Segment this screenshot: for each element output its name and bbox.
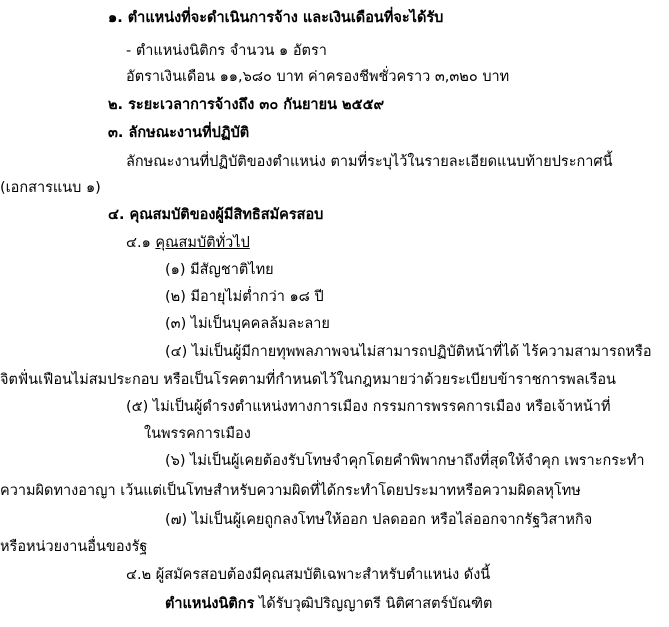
specific-qualification-line xyxy=(165,595,492,613)
subsection-4-1-heading xyxy=(126,234,250,252)
qualification-item-2: (๒) มีอายุไม่ต่ำกว่า ๑๘ ปี xyxy=(165,289,324,305)
qualification-item-6: (๖) ไม่เป็นผู้เคยต้องรับโทษจำคุกโดยคำพิพากษาถึงที่สุดให้จำคุก เพราะกระทำ xyxy=(165,453,645,469)
position-name: ตำแหน่งนิติกร xyxy=(165,596,255,612)
subsection-4-2-heading: ๔.๒ ผู้สมัครสอบต้องมีคุณสมบัติเฉพาะสำหรับตำแหน่ง ดังนี้ xyxy=(126,567,491,583)
qualification-item-1: (๑) มีสัญชาติไทย xyxy=(165,262,274,278)
qualification-item-7: (๗) ไม่เป็นผู้เคยถูกลงโทษให้ออก ปลดออก หรือไล่ออกจากรัฐวิสาหกิจ xyxy=(165,512,593,528)
section-2-heading: ๒. ระยะเวลาการจ้างถึง ๓๐ กันยายน ๒๕๕๙ xyxy=(108,97,385,113)
qualification-item-6-continued: ความผิดทางอาญา เว้นแต่เป็นโทษสำหรับความผิดที่ได้กระทำโดยประมาทหรือความผิดลหุโทษ xyxy=(0,483,581,499)
job-description-text: ลักษณะงานที่ปฏิบัติของตำแหน่ง ตามที่ระบุไว้ในรายละเอียดแนบท้ายประกาศนี้ xyxy=(126,154,613,170)
qualification-item-4-continued: จิตฟั่นเฟือนไม่สมประกอบ หรือเป็นโรคตามที่กำหนดไว้ในกฎหมายว่าด้วยระเบียบข้าราชการพลเรือน xyxy=(0,372,616,388)
position-count-item: - ตำแหน่งนิติกร จำนวน ๑ อัตรา xyxy=(126,43,327,59)
qualification-item-7-continued: หรือหน่วยงานอื่นของรัฐ xyxy=(0,539,148,555)
degree-requirement: ได้รับวุฒิปริญญาตรี นิติศาสตร์บัณฑิต xyxy=(254,596,493,612)
subsection-4-1-number: ๔.๑ xyxy=(126,235,156,251)
section-1-heading: ๑. ตำแหน่งที่จะดำเนินการจ้าง และเงินเดือนที่จะได้รับ xyxy=(108,10,444,26)
qualification-item-4: (๔) ไม่เป็นผู้มีกายทุพพลภาพจนไม่สามารถปฏิบัติหน้าที่ได้ ไร้ความสามารถหรือ xyxy=(165,344,652,360)
subsection-4-1-title: คุณสมบัติทั่วไป xyxy=(155,235,250,251)
qualification-item-5-continued: ในพรรคการเมือง xyxy=(144,426,251,442)
section-4-heading: ๔. คุณสมบัติของผู้มีสิทธิสมัครสอบ xyxy=(108,207,324,223)
section-3-heading: ๓. ลักษณะงานที่ปฏิบัติ xyxy=(108,125,250,141)
job-description-attachment: (เอกสารแนบ ๑) xyxy=(0,180,101,196)
salary-line: อัตราเงินเดือน ๑๑,๖๘๐ บาท ค่าครองชีพชั่วคราว ๓,๓๒๐ บาท xyxy=(126,69,510,85)
qualification-item-5: (๕) ไม่เป็นผู้ดำรงตำแหน่งทางการเมือง กรรมการพรรคการเมือง หรือเจ้าหน้าที่ xyxy=(126,399,611,415)
qualification-item-3: (๓) ไม่เป็นบุคคลล้มละลาย xyxy=(165,316,330,332)
